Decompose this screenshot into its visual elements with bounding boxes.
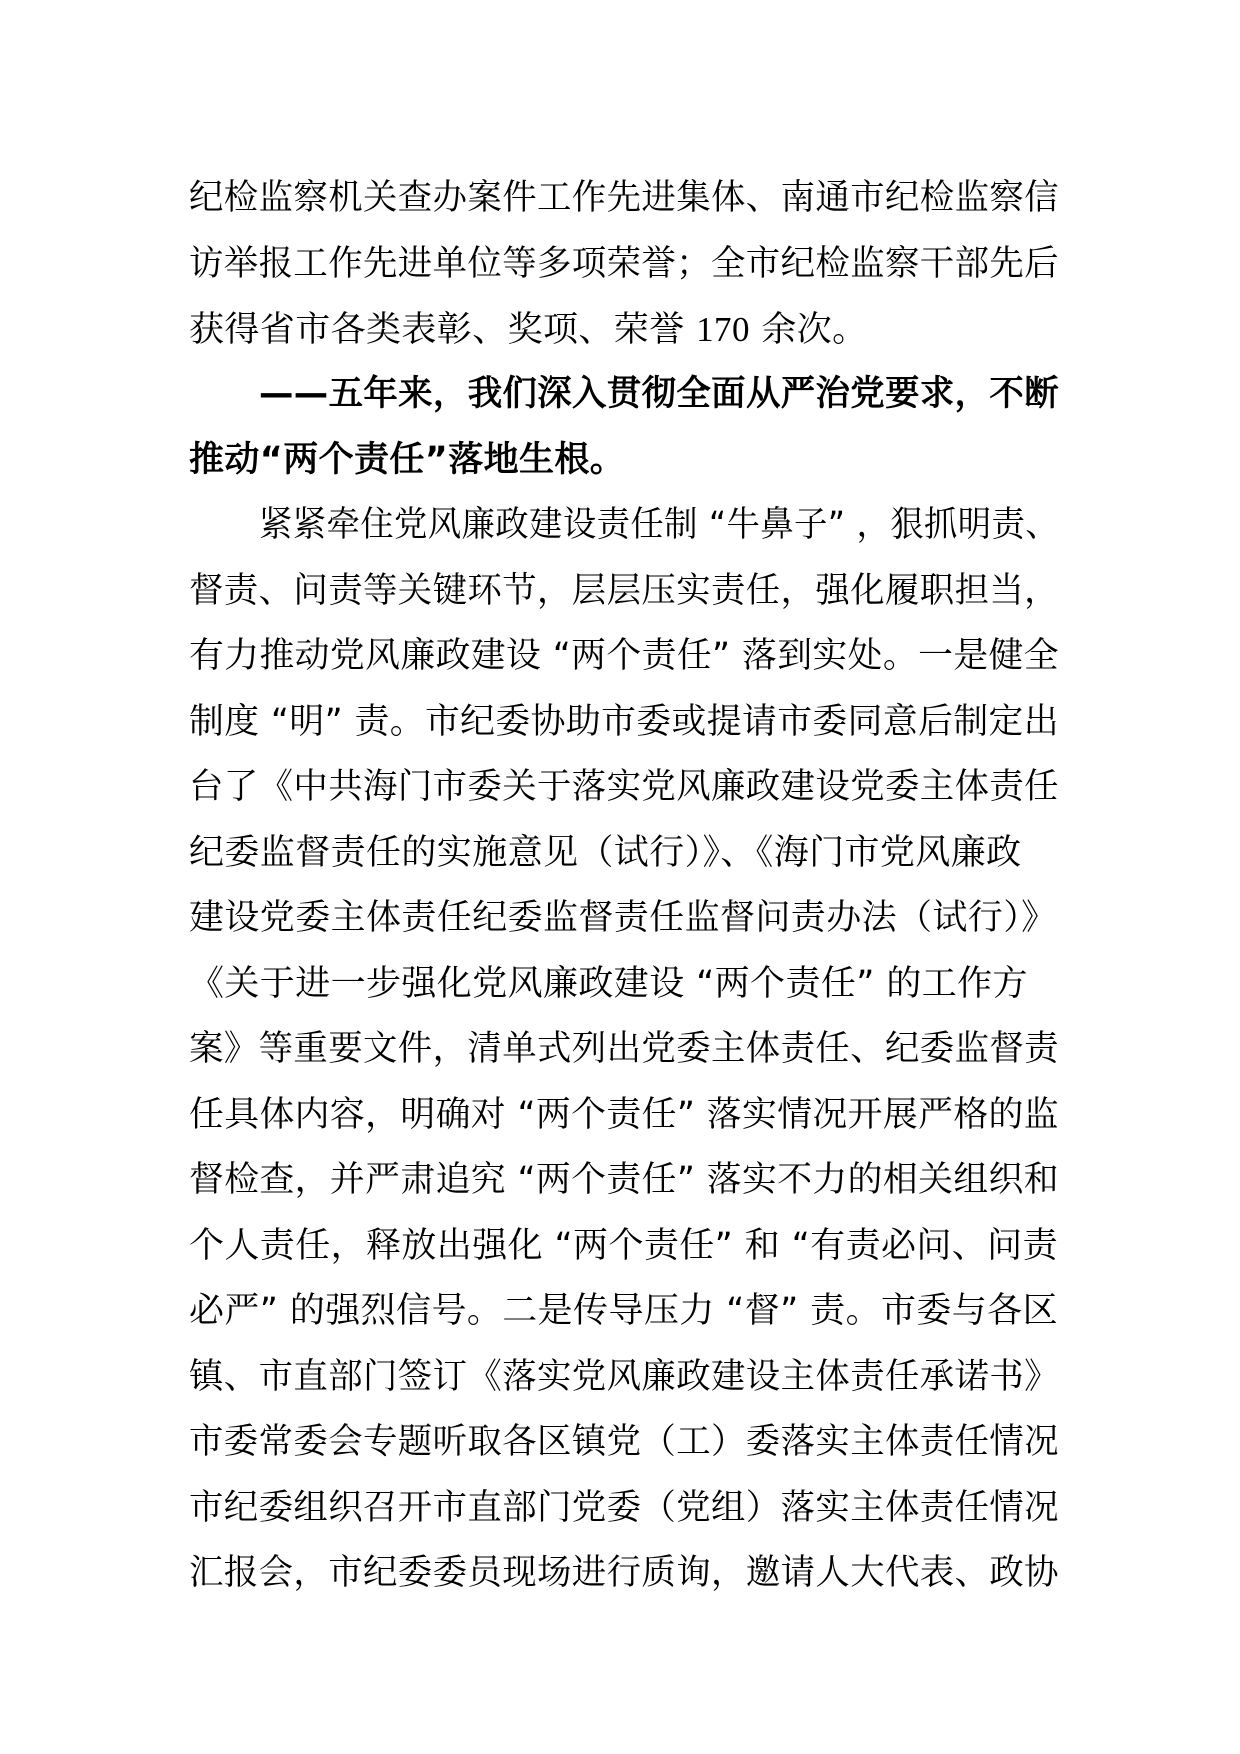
- text-line: 纪检监察机关查办案件工作先进集体、南通市纪检监察信: [189, 178, 1059, 218]
- text-line: 《关于进一步强化党风廉政建设 “两个责任” 的工作方: [189, 963, 1028, 1004]
- text-line: 任具体内容，明确对 “两个责任” 落实情况开展严格的监: [189, 1094, 1059, 1135]
- text-line: 个人责任，释放出强化 “两个责任” 和 “有责必问、问责: [189, 1225, 1058, 1266]
- text-line: 案》等重要文件，清单式列出党委主体责任、纪委监督责: [189, 1029, 1059, 1069]
- heading-line: 推动“两个责任”落地生根。: [189, 439, 626, 480]
- text-segment: 获得省市各类表彰、奖项、荣誉: [189, 310, 697, 350]
- text-line: 纪委监督责任的实施意见（试行）》、《海门市党风廉政: [189, 832, 1022, 873]
- text-line: 建设党委主体责任纪委监督责任监督问责办法（试行）》: [189, 898, 1057, 938]
- number-text: 170: [696, 310, 750, 349]
- text-line: 有力推动党风廉政建设 “两个责任” 落到实处。一是健全: [189, 636, 1059, 676]
- text-line: 汇报会，市纪委委员现场进行质询，邀请人大代表、政协: [189, 1553, 1059, 1593]
- text-line: 市委常委会专题听取各区镇党（工）委落实主体责任情况: [189, 1422, 1059, 1462]
- text-line: 必严” 的强烈信号。二是传导压力 “督” 责。市委与各区: [189, 1291, 1058, 1331]
- text-line: 督检查，并严肃追究 “两个责任” 落实不力的相关组织和: [189, 1160, 1059, 1200]
- text-line: 镇、市直部门签订《落实党风廉政建设主体责任承诺书》: [189, 1356, 1059, 1397]
- paragraph-responsibility: [189, 493, 1059, 1607]
- text-line: 督责、问责等关键环节，层层压实责任，强化履职担当，: [189, 570, 1059, 611]
- text-line: 台了《中共海门市委关于落实党风廉政建设党委主体责任: [189, 767, 1059, 807]
- text-segment: 余次。: [749, 310, 868, 350]
- section-heading: [189, 362, 1059, 493]
- text-line: 制度 “明” 责。市纪委协助市委或提请市委同意后制定出: [189, 701, 1059, 742]
- text-line: [189, 297, 1059, 363]
- paragraph-awards: [189, 166, 1059, 363]
- text-line: 紧紧牵住党风廉政建设责任制 “牛鼻子” ，狠抓明责、: [259, 505, 1059, 545]
- text-line: 访举报工作先进单位等多项荣誉；全市纪检监察干部先后: [189, 243, 1059, 284]
- text-line: 市纪委组织召开市直部门党委（党组）落实主体责任情况: [189, 1487, 1059, 1528]
- heading-line: ——五年来，我们深入贯彻全面从严治党要求，不断: [259, 374, 1059, 414]
